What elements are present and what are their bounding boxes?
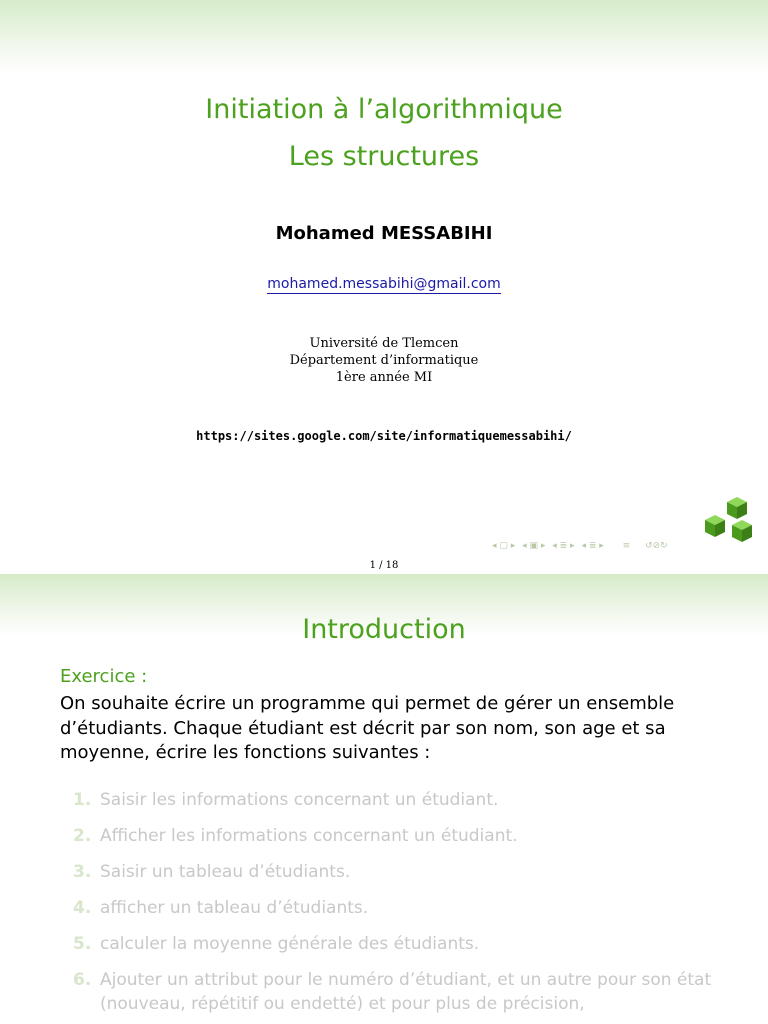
nav-first-icon[interactable]: ◂ ▢ ▸: [492, 541, 516, 551]
task-list: [60, 788, 720, 1024]
website-url[interactable]: https://sites.google.com/site/informatiquemessabihi/: [196, 429, 572, 443]
presentation-subtitle: Les structures: [288, 141, 480, 172]
list-item-text: afficher un tableau d’étudiants.: [100, 898, 369, 918]
frame-title: Introduction: [302, 614, 466, 645]
list-item: [60, 968, 720, 1016]
list-item: [60, 896, 720, 920]
slide-header-band: [0, 0, 768, 72]
author-email-link[interactable]: mohamed.messabihi@gmail.com: [267, 276, 501, 292]
list-item-number: 5.: [73, 934, 92, 954]
introduction-slide: [0, 574, 768, 1024]
list-item-text: Saisir un tableau d’étudiants.: [100, 862, 351, 882]
nav-search-icon[interactable]: ↺⊘↻: [645, 541, 668, 551]
list-item: [60, 824, 720, 848]
nav-toc-icon[interactable]: ≡: [622, 541, 631, 551]
author-name: Mohamed MESSABIHI: [275, 223, 493, 244]
exercise-title: Exercice :: [60, 666, 148, 687]
list-item-number: 2.: [73, 826, 92, 846]
presentation-title: Initiation à l’algorithmique: [205, 94, 563, 125]
nav-subsection-icon[interactable]: ◂ ≣ ▸: [581, 541, 604, 551]
department-name: Département d’informatique: [289, 353, 479, 368]
list-item-text: Saisir les informations concernant un étudiant.: [100, 790, 499, 810]
list-item-number: 6.: [73, 970, 92, 990]
page-number: 1 / 18: [369, 560, 399, 571]
nav-frame-icon[interactable]: ◂ ▣ ▸: [522, 541, 546, 551]
list-item-text: Ajouter un attribut pour le numéro d’étudiant, et un autre pour son état (nouveau, répétitif ou endetté) et pour plus de précision,: [100, 970, 712, 1014]
list-item-number: 3.: [73, 862, 92, 882]
cubes-logo-icon: [700, 494, 760, 546]
list-item-text: calculer la moyenne générale des étudiants.: [100, 934, 480, 954]
year-name: 1ère année MI: [335, 370, 433, 385]
university-name: Université de Tlemcen: [309, 336, 459, 351]
list-item: [60, 932, 720, 956]
list-item-number: 1.: [73, 790, 92, 810]
list-item-number: 4.: [73, 898, 92, 918]
institution-block: [0, 335, 768, 386]
navigation-bar: [490, 541, 670, 555]
nav-section-icon[interactable]: ◂ ≣ ▸: [552, 541, 575, 551]
list-item: [60, 860, 720, 884]
list-item-text: Afficher les informations concernant un étudiant.: [100, 826, 518, 846]
exercise-text: On souhaite écrire un programme qui permet de gérer un ensemble d’étudiants. Chaque étudiant est décrit par son nom, son age et sa moyenne, écrire les fonctions suivantes :: [60, 693, 675, 763]
list-item: [60, 788, 720, 812]
